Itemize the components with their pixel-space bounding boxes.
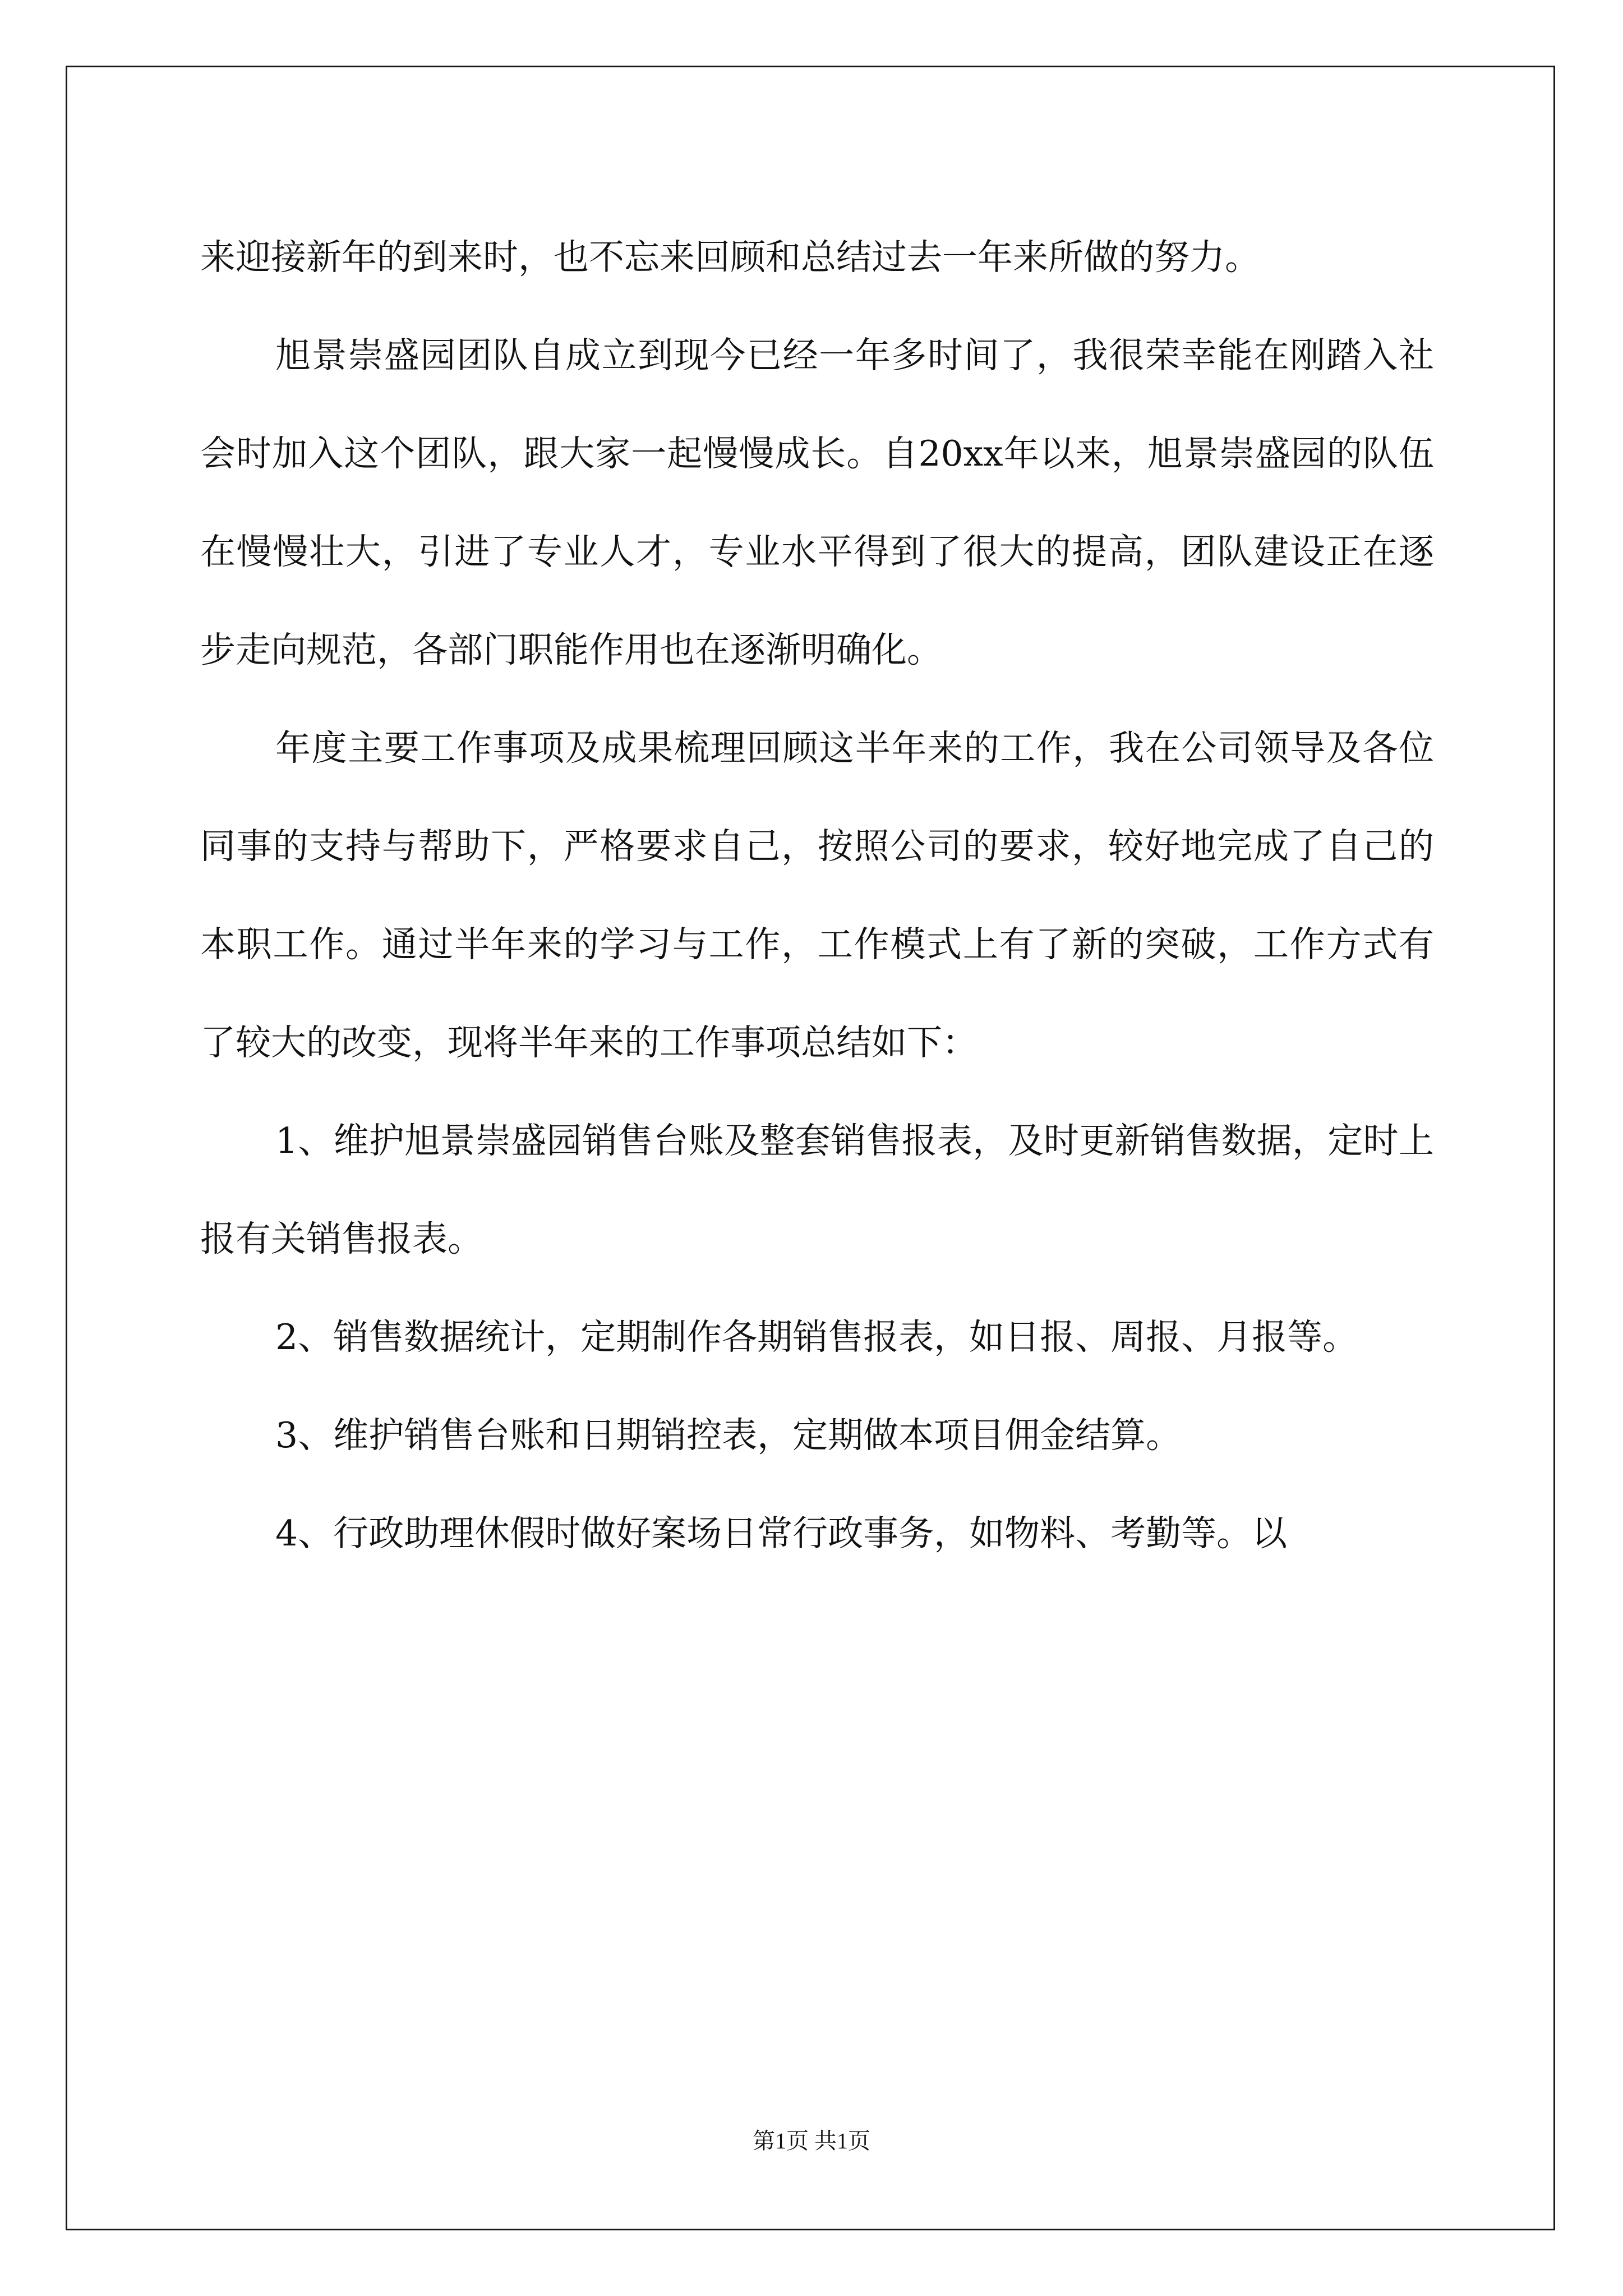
paragraph-team-intro: 旭景崇盛园团队自成立到现今已经一年多时间了，我很荣幸能在刚踏入社会时加入这个团队，跟大家一起慢慢成长。自20xx年以来，旭景崇盛园的队伍在慢慢壮大，引进了专业人才，专业水平得到了很大的提高，团队建设正在逐步走向规范，各部门职能作用也在逐渐明确化。	[200, 335, 1434, 670]
page-number-footer: 第1页 共1页	[753, 2128, 870, 2154]
list-item-3: 3、维护销售台账和日期销控表，定期做本项目佣金结算。	[275, 1415, 1182, 1456]
document-body	[200, 208, 1434, 1582]
paragraph-work-review: 年度主要工作事项及成果梳理回顾这半年来的工作，我在公司领导及各位同事的支持与帮助下，严格要求自己，按照公司的要求，较好地完成了自己的本职工作。通过半年来的学习与工作，工作模式上有了新的突破，工作方式有了较大的改变，现将半年来的工作事项总结如下：	[200, 728, 1434, 1063]
paragraph-continuation: 来迎接新年的到来时，也不忘来回顾和总结过去一年来所做的努力。	[200, 237, 1260, 278]
list-item-2: 2、销售数据统计，定期制作各期销售报表，如日报、周报、月报等。	[275, 1317, 1358, 1358]
list-item-1: 1、维护旭景崇盛园销售台账及整套销售报表，及时更新销售数据，定时上报有关销售报表。	[200, 1120, 1434, 1259]
list-item-4: 4、行政助理休假时做好案场日常行政事务，如物料、考勤等。以	[275, 1513, 1288, 1554]
